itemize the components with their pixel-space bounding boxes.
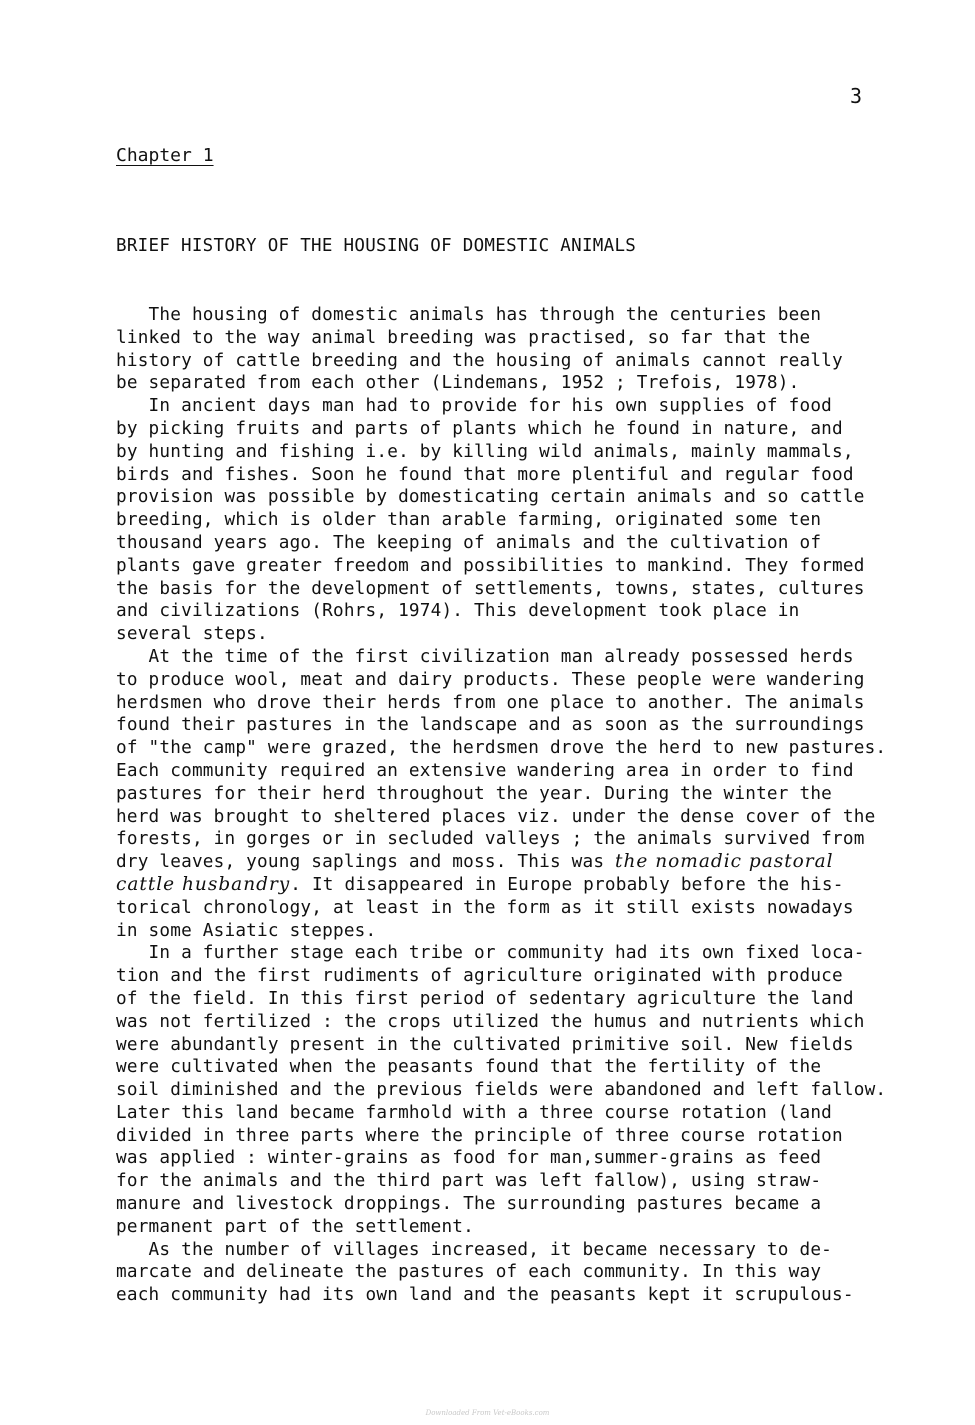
text-line: linked to the way animal breeding was practised, so far that the: [116, 327, 811, 348]
text-line: tion and the first rudiments of agriculture originated with produce: [116, 966, 843, 987]
text-line: marcate and delineate the pastures of each community. In this way: [116, 1262, 822, 1283]
text-line: Later this land became farmhold with a three course rotation (land: [116, 1102, 833, 1123]
text-line: several steps.: [116, 624, 268, 645]
section-heading: BRIEF HISTORY OF THE HOUSING OF DOMESTIC ANIMALS: [116, 236, 637, 256]
text-line: each community had its own land and the peasants kept it scrupulous-: [116, 1285, 854, 1306]
text-line: dry leaves, young saplings and moss. This was the nomadic pastoral: [116, 851, 834, 873]
text-line: torical chronology, at least in the form as it still exists nowadays: [116, 897, 854, 918]
text-line: Each community required an extensive wandering area in order to find: [116, 760, 854, 781]
page-number: 3: [850, 84, 863, 108]
text-line: to produce wool, meat and dairy products. These people were wandering: [116, 669, 865, 690]
watermark: Downloaded From Vet-eBooks.com: [425, 1409, 550, 1417]
text-line: The housing of domestic animals has through the centuries been: [116, 305, 822, 325]
text-line: thousand years ago. The keeping of animals and the cultivation of: [116, 532, 822, 553]
text-line: history of cattle breeding and the housing of animals cannot really: [116, 350, 843, 371]
text-line: At the time of the first civilization man already possessed herds: [116, 646, 854, 667]
text-line: were abundantly present in the cultivated primitive soil. New fields: [116, 1034, 854, 1055]
text-line: breeding, which is older than arable farming, originated some ten: [116, 510, 822, 531]
text-line: In a further stage each tribe or community had its own fixed loca-: [116, 943, 865, 964]
text-line: and civilizations (Rohrs, 1974). This development took place in: [116, 601, 800, 622]
text-line: forests, in gorges or in secluded valleys ; the animals survived from: [116, 829, 865, 850]
text-line: was applied : winter-grains as food for man,summer-grains as feed: [116, 1148, 822, 1169]
text-line: found their pastures in the landscape and as soon as the surroundings: [116, 715, 865, 736]
text-line: of "the camp" were grazed, the herdsmen drove the herd to new pastures.: [116, 738, 887, 759]
text-line: pastures for their herd throughout the year. During the winter the: [116, 783, 833, 804]
text-line: divided in three parts where the principle of three course rotation: [116, 1125, 843, 1146]
text-line: of the field. In this first period of sedentary agriculture the land: [116, 988, 854, 1009]
text-line: soil diminished and the previous fields were abandoned and left fallow.: [116, 1080, 887, 1101]
text-line: provision was possible by domesticating certain animals and so cattle: [116, 487, 865, 508]
text-line: the basis for the development of settlements, towns, states, cultures: [116, 578, 865, 599]
emphasis-text: the nomadic pastoral: [615, 851, 834, 873]
text-line: was not fertilized : the crops utilized the humus and nutrients which: [116, 1011, 865, 1032]
text-line: As the number of villages increased, it became necessary to de-: [116, 1239, 833, 1260]
text-line: birds and fishes. Soon he found that more plentiful and regular food: [116, 464, 854, 485]
text-line: cattle husbandry. It disappeared in Europe probably before the his-: [116, 873, 844, 895]
emphasis-text: cattle husbandry: [116, 873, 291, 895]
text-line: be separated from each other (Lindemans, 1952 ; Trefois, 1978).: [116, 373, 800, 394]
chapter-label: Chapter 1: [116, 145, 214, 166]
text-line: were cultivated when the peasants found that the fertility of the: [116, 1057, 822, 1078]
text-line: permanent part of the settlement.: [116, 1216, 475, 1237]
text-line: herdsmen who drove their herds from one place to another. The animals: [116, 692, 865, 713]
text-line: herd was brought to sheltered places viz. under the dense cover of the: [116, 806, 876, 827]
text-line: plants gave greater freedom and possibilities to mankind. They formed: [116, 555, 865, 576]
text-line: In ancient days man had to provide for his own supplies of food: [116, 396, 833, 417]
text-line: manure and livestock droppings. The surrounding pastures became a: [116, 1194, 822, 1215]
body-text: [116, 304, 936, 1307]
text-line: in some Asiatic steppes.: [116, 920, 377, 941]
text-line: by picking fruits and parts of plants which he found in nature, and: [116, 418, 843, 439]
text-line: for the animals and the third part was left fallow), using straw-: [116, 1171, 822, 1192]
text-line: by hunting and fishing i.e. by killing wild animals, mainly mammals,: [116, 441, 854, 462]
